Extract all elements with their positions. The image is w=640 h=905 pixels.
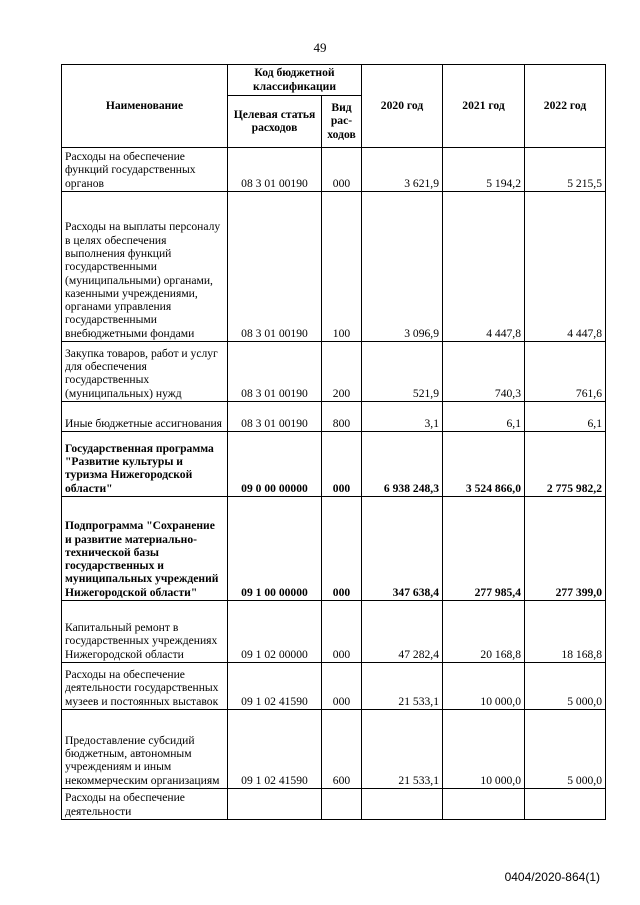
table-row — [62, 789, 606, 820]
header-target-article: Целевая статья расходов — [228, 96, 322, 148]
header-code-group: Код бюджетной классификации — [228, 65, 362, 96]
row-value-2022: 18 168,8 — [525, 601, 606, 663]
document-footer-id: 0404/2020-864(1) — [504, 870, 600, 884]
table-row — [62, 402, 606, 432]
row-value-2020 — [362, 789, 443, 820]
row-target-article: 09 1 02 41590 — [228, 710, 322, 789]
row-name: Расходы на обеспечение деятельности государственных музеев и постоянных выставок — [62, 663, 228, 710]
row-value-2021: 6,1 — [443, 402, 525, 432]
row-target-article: 08 3 01 00190 — [228, 148, 322, 192]
row-expense-type: 000 — [322, 601, 362, 663]
row-target-article: 08 3 01 00190 — [228, 342, 322, 402]
row-name: Иные бюджетные ассигнования — [62, 402, 228, 432]
row-target-article — [228, 789, 322, 820]
row-expense-type: 000 — [322, 148, 362, 192]
row-value-2022 — [525, 789, 606, 820]
row-value-2021: 10 000,0 — [443, 663, 525, 710]
row-name: Расходы на обеспечение функций государственных органов — [62, 148, 228, 192]
row-value-2021: 3 524 866,0 — [443, 432, 525, 497]
row-expense-type: 000 — [322, 497, 362, 601]
row-target-article: 09 1 00 00000 — [228, 497, 322, 601]
table-row — [62, 148, 606, 192]
row-value-2020: 6 938 248,3 — [362, 432, 443, 497]
row-value-2021: 10 000,0 — [443, 710, 525, 789]
row-value-2021: 4 447,8 — [443, 192, 525, 342]
row-value-2020: 521,9 — [362, 342, 443, 402]
row-value-2021: 740,3 — [443, 342, 525, 402]
row-value-2022: 761,6 — [525, 342, 606, 402]
row-target-article: 09 1 02 00000 — [228, 601, 322, 663]
header-expense-type: Вид рас-ходов — [322, 96, 362, 148]
row-expense-type: 200 — [322, 342, 362, 402]
header-2020: 2020 год — [362, 65, 443, 148]
row-name: Предоставление субсидий бюджетным, автономным учреждениям и иным некоммерческим организациям — [62, 710, 228, 789]
header-2022: 2022 год — [525, 65, 606, 148]
row-expense-type: 600 — [322, 710, 362, 789]
table-row — [62, 342, 606, 402]
table-row — [62, 601, 606, 663]
row-value-2020: 21 533,1 — [362, 710, 443, 789]
table-row — [62, 192, 606, 342]
row-target-article: 09 1 02 41590 — [228, 663, 322, 710]
row-name: Капитальный ремонт в государственных учреждениях Нижегородской области — [62, 601, 228, 663]
row-value-2020: 47 282,4 — [362, 601, 443, 663]
row-value-2020: 3,1 — [362, 402, 443, 432]
row-expense-type: 000 — [322, 663, 362, 710]
row-value-2022: 2 775 982,2 — [525, 432, 606, 497]
table-row — [62, 663, 606, 710]
row-value-2020: 3 621,9 — [362, 148, 443, 192]
table-row — [62, 432, 606, 497]
row-expense-type: 800 — [322, 402, 362, 432]
row-value-2020: 21 533,1 — [362, 663, 443, 710]
row-name: Закупка товаров, работ и услуг для обеспечения государственных (муниципальных) нужд — [62, 342, 228, 402]
row-value-2022: 6,1 — [525, 402, 606, 432]
row-value-2021: 5 194,2 — [443, 148, 525, 192]
row-value-2022: 5 215,5 — [525, 148, 606, 192]
row-name: Подпрограмма "Сохранение и развитие материально-технической базы государственных и муниципальных учреждений Нижегородской области" — [62, 497, 228, 601]
header-2021: 2021 год — [443, 65, 525, 148]
row-value-2021: 20 168,8 — [443, 601, 525, 663]
row-value-2020: 347 638,4 — [362, 497, 443, 601]
row-value-2022: 4 447,8 — [525, 192, 606, 342]
budget-table — [61, 64, 606, 820]
row-expense-type: 100 — [322, 192, 362, 342]
row-value-2021: 277 985,4 — [443, 497, 525, 601]
row-target-article: 08 3 01 00190 — [228, 192, 322, 342]
row-value-2022: 5 000,0 — [525, 710, 606, 789]
row-value-2022: 5 000,0 — [525, 663, 606, 710]
table-row — [62, 710, 606, 789]
row-value-2020: 3 096,9 — [362, 192, 443, 342]
row-value-2022: 277 399,0 — [525, 497, 606, 601]
table-row — [62, 497, 606, 601]
row-target-article: 08 3 01 00190 — [228, 402, 322, 432]
row-expense-type — [322, 789, 362, 820]
page-number: 49 — [313, 40, 327, 55]
row-name: Государственная программа "Развитие культуры и туризма Нижегородской области" — [62, 432, 228, 497]
header-name: Наименование — [62, 65, 228, 148]
row-name: Расходы на обеспечение деятельности — [62, 789, 228, 820]
row-expense-type: 000 — [322, 432, 362, 497]
row-value-2021 — [443, 789, 525, 820]
row-name: Расходы на выплаты персоналу в целях обеспечения выполнения функций государственными (муниципальными) органами, казенными учреждениями, органами управления государственными внебюджетными фондами — [62, 192, 228, 342]
row-target-article: 09 0 00 00000 — [228, 432, 322, 497]
